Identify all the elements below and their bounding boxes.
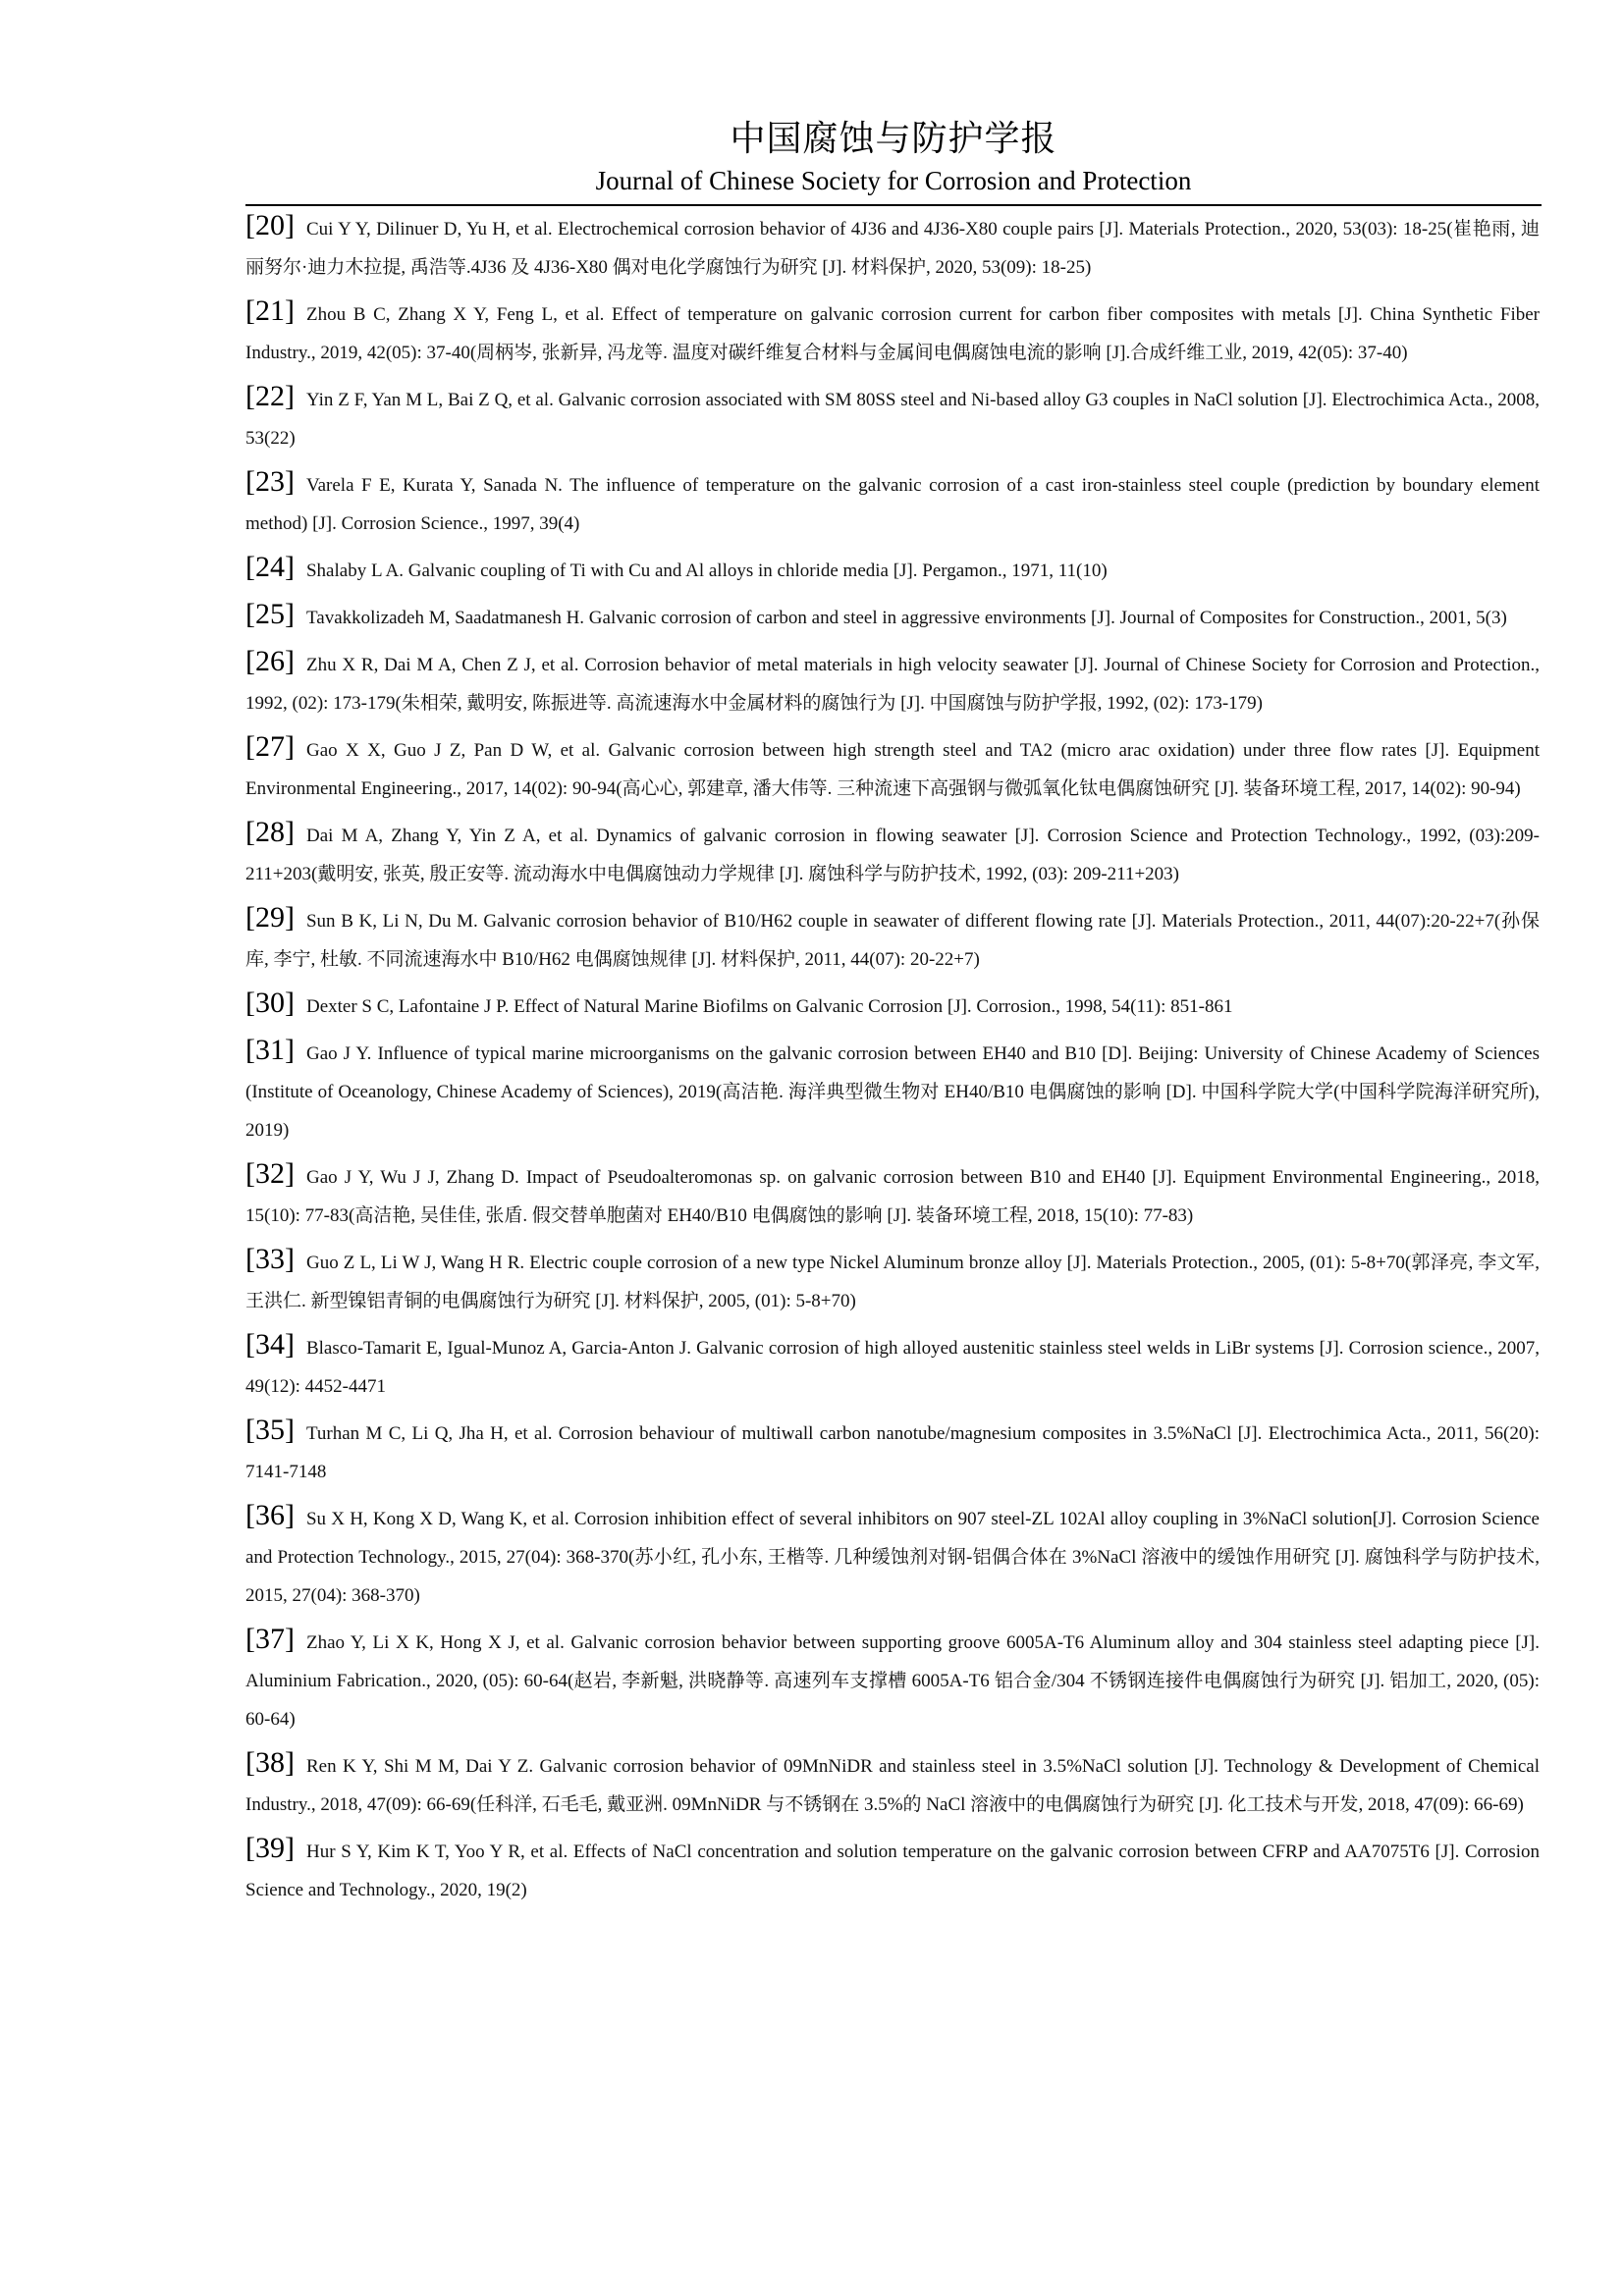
reference-text: Su X H, Kong X D, Wang K, et al. Corrosion inhibition effect of several inhibitors on 907 steel-ZL 102Al alloy coupling in 3%NaCl solution[J]. Corrosion Science and Protection Technology., 2015, 27(04): 368-370(苏小红, 孔小东, 王楷等. 几种缓蚀剂对钢-铝偶合体在 3%NaCl 溶液中的缓蚀作用研究 [J]. 腐蚀科学与防护技术, 2015, 27(04): 368-370) xyxy=(245,1509,1540,1606)
reference-text: Ren K Y, Shi M M, Dai Y Z. Galvanic corrosion behavior of 09MnNiDR and stainless steel in 3.5%NaCl solution [J]. Technology & Development of Chemical Industry., 2018, 47(09): 66-69(任科洋, 石毛毛, 戴亚洲. 09MnNiDR 与不锈钢在 3.5%的 NaCl 溶液中的电偶腐蚀行为研究 [J]. 化工技术与开发, 2018, 47(09): 66-69) xyxy=(245,1756,1540,1815)
reference-number: [29] xyxy=(245,901,295,934)
reference-text: Shalaby L A. Galvanic coupling of Ti with Cu and Al alloys in chloride media [J]. Pergamon., 1971, 11(10) xyxy=(305,561,1108,581)
reference-number: [36] xyxy=(245,1499,295,1531)
reference-number: [22] xyxy=(245,380,295,412)
reference-list xyxy=(245,210,1540,1918)
reference-number: [35] xyxy=(245,1414,295,1446)
reference-item xyxy=(245,599,1540,637)
reference-item xyxy=(245,902,1540,979)
reference-number: [23] xyxy=(245,465,295,498)
reference-number: [20] xyxy=(245,209,295,241)
reference-number: [30] xyxy=(245,987,295,1019)
reference-item xyxy=(245,552,1540,590)
reference-number: [27] xyxy=(245,730,295,763)
reference-number: [25] xyxy=(245,598,295,630)
reference-item xyxy=(245,988,1540,1026)
reference-number: [24] xyxy=(245,551,295,583)
reference-text: Guo Z L, Li W J, Wang H R. Electric couple corrosion of a new type Nickel Aluminum bronze alloy [J]. Materials Protection., 2005, (01): 5-8+70(郭泽亮, 李文军, 王洪仁. 新型镍铝青铜的电偶腐蚀行为研究 [J]. 材料保护, 2005, (01): 5-8+70) xyxy=(245,1253,1540,1311)
reference-item xyxy=(245,1833,1540,1909)
reference-text: Zhou B C, Zhang X Y, Feng L, et al. Effect of temperature on galvanic corrosion current for carbon fiber composites with metals [J]. China Synthetic Fiber Industry., 2019, 42(05): 37-40(周柄岑, 张新异, 冯龙等. 温度对碳纤维复合材料与金属间电偶腐蚀电流的影响 [J].合成纤维工业, 2019, 42(05): 37-40) xyxy=(245,304,1540,363)
reference-number: [21] xyxy=(245,294,295,327)
reference-text: Gao J Y, Wu J J, Zhang D. Impact of Pseudoalteromonas sp. on galvanic corrosion between B10 and EH40 [J]. Equipment Environmental Engineering., 2018, 15(10): 77-83(高洁艳, 吴佳佳, 张盾. 假交替单胞菌对 EH40/B10 电偶腐蚀的影响 [J]. 装备环境工程, 2018, 15(10): 77-83) xyxy=(245,1167,1540,1226)
reference-number: [31] xyxy=(245,1034,295,1066)
reference-text: Zhao Y, Li X K, Hong X J, et al. Galvanic corrosion behavior between supporting groove 6005A-T6 Aluminum alloy and 304 stainless steel adapting piece [J]. Aluminium Fabrication., 2020, (05): 60-64(赵岩, 李新魁, 洪晓静等. 高速列车支撑槽 6005A-T6 铝合金/304 不锈钢连接件电偶腐蚀行为研究 [J]. 铝加工, 2020, (05): 60-64) xyxy=(245,1632,1540,1730)
header-divider xyxy=(245,204,1542,206)
reference-item xyxy=(245,1747,1540,1824)
reference-number: [32] xyxy=(245,1157,295,1190)
reference-number: [39] xyxy=(245,1832,295,1864)
reference-text: Cui Y Y, Dilinuer D, Yu H, et al. Electrochemical corrosion behavior of 4J36 and 4J36-X80 couple pairs [J]. Materials Protection., 2020, 53(03): 18-25(崔艳雨, 迪丽努尔·迪力木拉提, 禹浩等.4J36 及 4J36-X80 偶对电化学腐蚀行为研究 [J]. 材料保护, 2020, 53(09): 18-25) xyxy=(245,219,1540,278)
reference-item xyxy=(245,1415,1540,1491)
reference-number: [38] xyxy=(245,1746,295,1779)
reference-text: Hur S Y, Kim K T, Yoo Y R, et al. Effects of NaCl concentration and solution temperature on the galvanic corrosion between CFRP and AA7075T6 [J]. Corrosion Science and Technology., 2020, 19(2) xyxy=(245,1842,1540,1900)
reference-item xyxy=(245,1500,1540,1615)
reference-text: Zhu X R, Dai M A, Chen Z J, et al. Corrosion behavior of metal materials in high velocity seawater [J]. Journal of Chinese Society for Corrosion and Protection., 1992, (02): 173-179(朱相荣, 戴明安, 陈振进等. 高流速海水中金属材料的腐蚀行为 [J]. 中国腐蚀与防护学报, 1992, (02): 173-179) xyxy=(245,655,1540,714)
reference-item xyxy=(245,1329,1540,1406)
reference-number: [33] xyxy=(245,1243,295,1275)
reference-text: Gao J Y. Influence of typical marine microorganisms on the galvanic corrosion between EH40 and B10 [D]. Beijing: University of Chinese Academy of Sciences (Institute of Oceanology, Chinese Academy of Sciences), 2019(高洁艳. 海洋典型微生物对 EH40/B10 电偶腐蚀的影响 [D]. 中国科学院大学(中国科学院海洋研究所), 2019) xyxy=(245,1043,1540,1141)
reference-item xyxy=(245,1244,1540,1320)
reference-text: Tavakkolizadeh M, Saadatmanesh H. Galvanic corrosion of carbon and steel in aggressive environments [J]. Journal of Composites for Construction., 2001, 5(3) xyxy=(305,608,1507,628)
reference-item xyxy=(245,210,1540,287)
journal-title-english: Journal of Chinese Society for Corrosion and Protection xyxy=(595,166,1192,195)
reference-item xyxy=(245,731,1540,808)
reference-item xyxy=(245,817,1540,893)
reference-item xyxy=(245,1158,1540,1235)
reference-text: Dexter S C, Lafontaine J P. Effect of Natural Marine Biofilms on Galvanic Corrosion [J]. Corrosion., 1998, 54(11): 851-861 xyxy=(305,996,1233,1017)
reference-number: [37] xyxy=(245,1623,295,1655)
reference-item xyxy=(245,646,1540,722)
journal-title-chinese: 中国腐蚀与防护学报 xyxy=(730,119,1057,159)
reference-text: Sun B K, Li N, Du M. Galvanic corrosion behavior of B10/H62 couple in seawater of different flowing rate [J]. Materials Protection., 2011, 44(07):20-22+7(孙保库, 李宁, 杜敏. 不同流速海水中 B10/H62 电偶腐蚀规律 [J]. 材料保护, 2011, 44(07): 20-22+7) xyxy=(245,911,1540,970)
reference-number: [34] xyxy=(245,1328,295,1361)
reference-number: [26] xyxy=(245,645,295,677)
reference-text: Yin Z F, Yan M L, Bai Z Q, et al. Galvanic corrosion associated with SM 80SS steel and Ni-based alloy G3 couples in NaCl solution [J]. Electrochimica Acta., 2008, 53(22) xyxy=(245,390,1540,449)
reference-text: Dai M A, Zhang Y, Yin Z A, et al. Dynamics of galvanic corrosion in flowing seawater [J]. Corrosion Science and Protection Technology., 1992, (03):209-211+203(戴明安, 张英, 殷正安等. 流动海水中电偶腐蚀动力学规律 [J]. 腐蚀科学与防护技术, 1992, (03): 209-211+203) xyxy=(245,826,1540,884)
reference-item xyxy=(245,1624,1540,1738)
reference-text: Varela F E, Kurata Y, Sanada N. The influence of temperature on the galvanic corrosion of a cast iron-stainless steel couple (prediction by boundary element method) [J]. Corrosion Science., 1997, 39(4) xyxy=(245,475,1540,534)
reference-item xyxy=(245,1035,1540,1149)
reference-number: [28] xyxy=(245,816,295,848)
reference-item xyxy=(245,466,1540,543)
reference-text: Gao X X, Guo J Z, Pan D W, et al. Galvanic corrosion between high strength steel and TA2 (micro arac oxidation) under three flow rates [J]. Equipment Environmental Engineering., 2017, 14(02): 90-94(高心心, 郭建章, 潘大伟等. 三种流速下高强钢与微弧氧化钛电偶腐蚀研究 [J]. 装备环境工程, 2017, 14(02): 90-94) xyxy=(245,740,1540,799)
journal-header xyxy=(245,116,1542,198)
reference-item xyxy=(245,295,1540,372)
reference-item xyxy=(245,381,1540,457)
reference-text: Blasco-Tamarit E, Igual-Munoz A, Garcia-Anton J. Galvanic corrosion of high alloyed austenitic stainless steel welds in LiBr systems [J]. Corrosion science., 2007, 49(12): 4452-4471 xyxy=(245,1338,1540,1397)
reference-text: Turhan M C, Li Q, Jha H, et al. Corrosion behaviour of multiwall carbon nanotube/magnesium composites in 3.5%NaCl [J]. Electrochimica Acta., 2011, 56(20): 7141-7148 xyxy=(245,1423,1540,1482)
